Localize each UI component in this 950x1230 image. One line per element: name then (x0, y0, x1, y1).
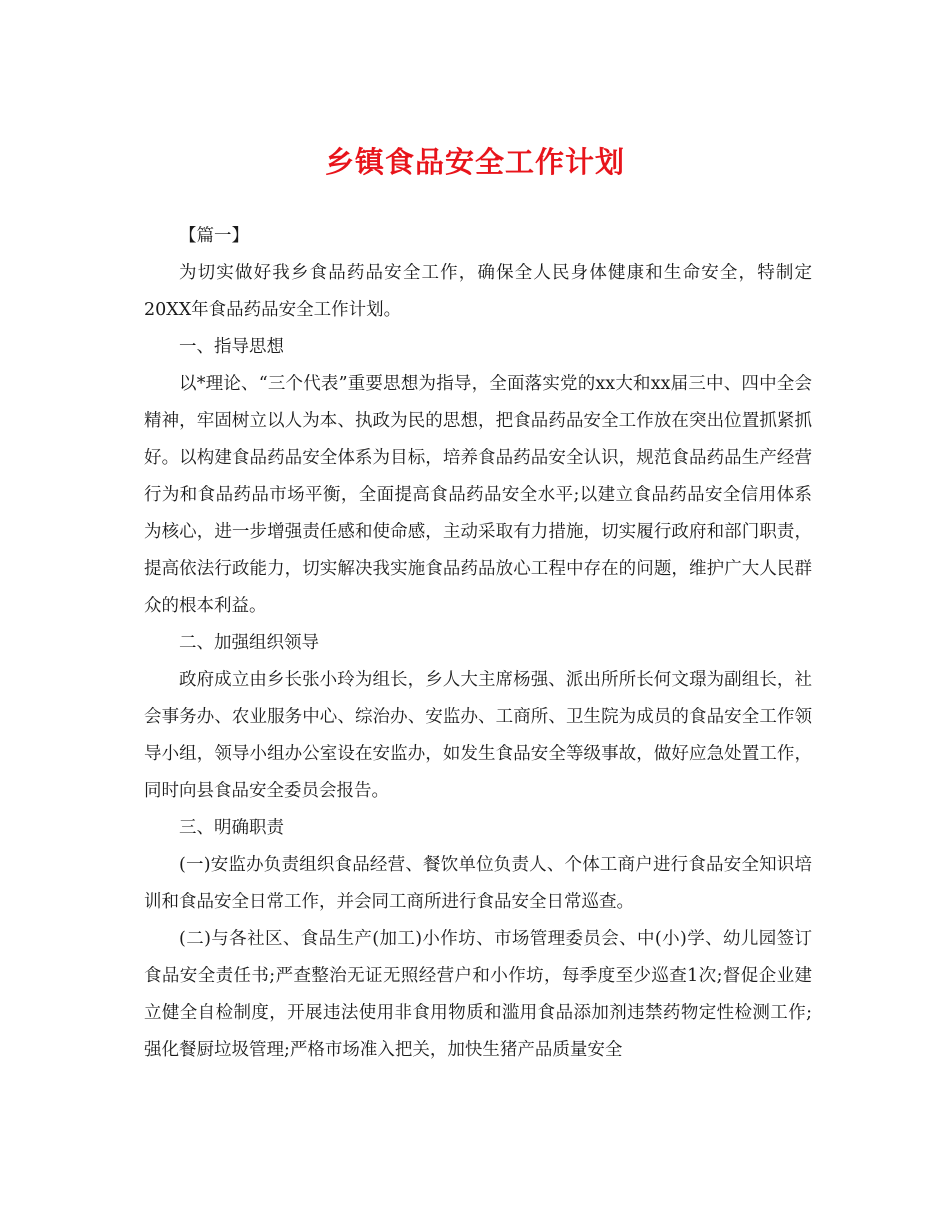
responsibility-item-1: (一)安监办负责组织食品经营、餐饮单位负责人、个体工商户进行食品安全知识培训和食品安全日常工作，并会同工商所进行食品安全日常巡查。 (144, 855, 812, 912)
part-heading: 【篇一】 (179, 226, 249, 246)
section-heading-organization: 二、加强组织领导 (179, 633, 319, 653)
document-title: 乡镇食品安全工作计划 (324, 145, 625, 179)
responsibility-item-2: (二)与各社区、食品生产(加工)小作坊、市场管理委员会、中(小)学、幼儿园签订食品安全责任书;严查整治无证无照经营户和小作坊，每季度至少巡查1次;督促企业建立健全自检制度，开展违法使用非食用物质和滥用食品添加剂违禁药物定性检测工作;强化餐厨垃圾管理;严格市场准入把关，加快生猪产品质量安全 (144, 929, 812, 1060)
guiding-ideology-paragraph: 以*理论、“三个代表”重要思想为指导，全面落实党的xx大和xx届三中、四中全会精神，牢固树立以人为本、执政为民的思想，把食品药品安全工作放在突出位置抓紧抓好。以构建食品药品安全体系为目标，培养食品药品安全认识，规范食品药品生产经营行为和食品药品市场平衡，全面提高食品药品安全水平;以建立食品药品安全信用体系为核心，进一步增强责任感和使命感，主动采取有力措施，切实履行政府和部门职责，提高依法行政能力，切实解决我实施食品药品放心工程中存在的问题，维护广大人民群众的根本利益。 (144, 374, 812, 616)
organization-paragraph: 政府成立由乡长张小玲为组长，乡人大主席杨强、派出所所长何文璟为副组长，社会事务办、农业服务中心、综治办、安监办、工商所、卫生院为成员的食品安全工作领导小组，领导小组办公室设在安监办，如发生食品安全等级事故，做好应急处置工作，同时向县食品安全委员会报告。 (144, 670, 812, 801)
document-body (144, 218, 812, 1069)
section-heading-guiding-ideology: 一、指导思想 (179, 337, 284, 357)
section-heading-responsibilities: 三、明确职责 (179, 818, 284, 838)
intro-paragraph: 为切实做好我乡食品药品安全工作，确保全人民身体健康和生命安全，特制定20XX年食品药品安全工作计划。 (144, 263, 812, 320)
